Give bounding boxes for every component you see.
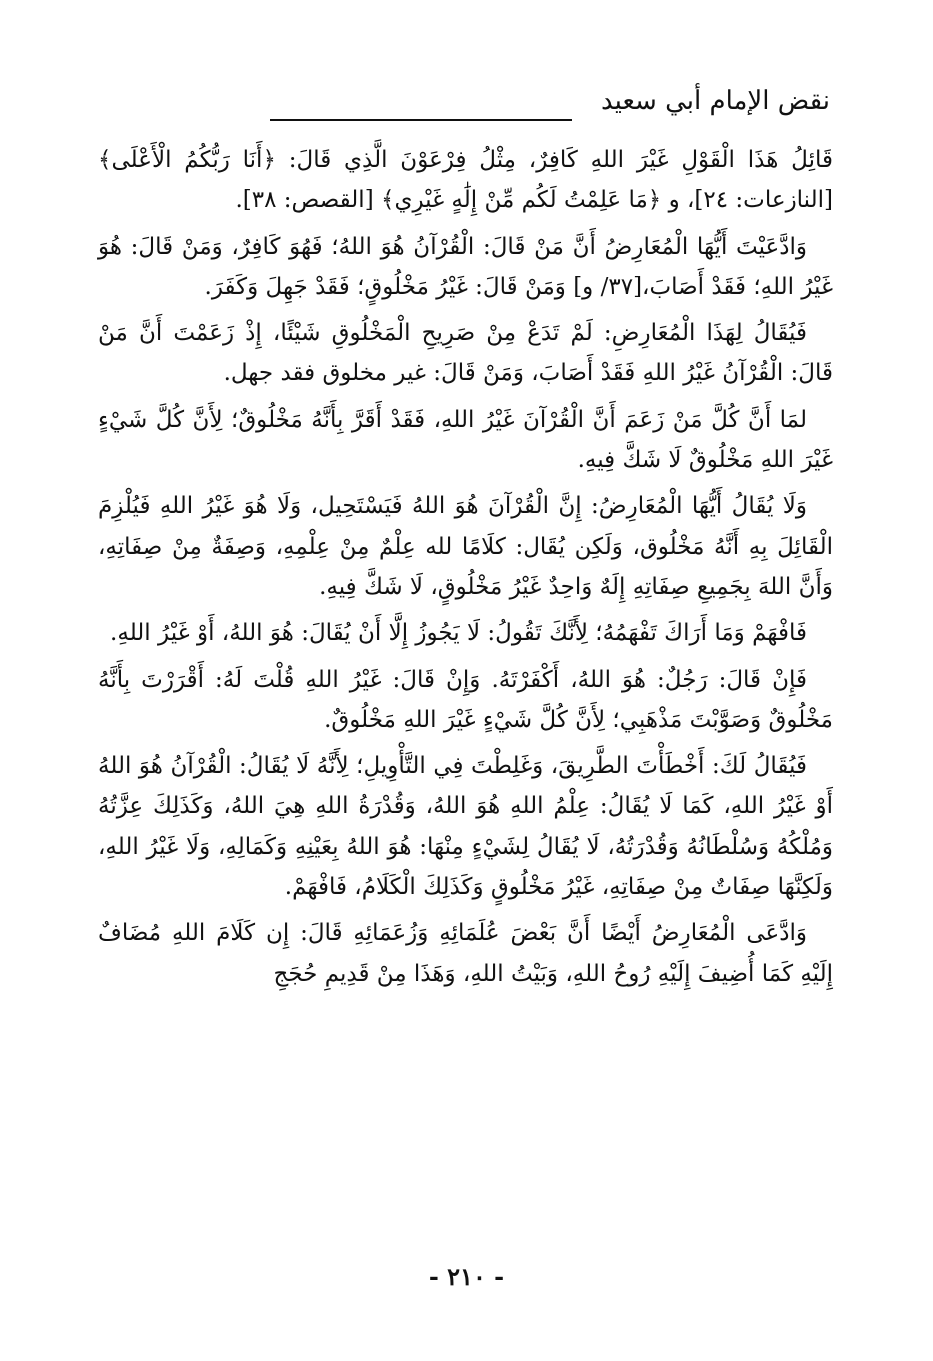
paragraph: قَائِلُ هَذَا الْقَوْلِ غَيْرَ اللهِ كَافِرٌ، مِثْلُ فِرْعَوْنَ الَّذِي قَالَ: ﴿أَنَا رَبُّكُمُ الْأَعْلَى﴾ [النازعات: ٢٤]، و ﴿مَا عَلِمْتُ لَكُم مِّنْ إِلَٰهٍ غَيْرِي﴾ [القصص: ٣٨]. xyxy=(98,147,833,214)
paragraph: لمَا أَنَّ كُلَّ مَنْ زَعَمَ أَنَّ الْقُرْآنَ غَيْرُ اللهِ، فَقَدْ أَقَرَّ بِأَنَّهُ مَخْلُوقٌ؛ لِأَنَّ كُلَّ شَيْءٍ غَيْرَ اللهِ مَخْلُوقٌ لَا شَكَّ فِيهِ. xyxy=(98,406,833,474)
paragraph: فَيُقَالُ لَكَ: أَخْطَأْتَ الطَّرِيقَ، وَغَلِطْتَ فِي التَّأْوِيلِ؛ لِأَنَّهُ لَا يُقَالُ: الْقُرْآنُ هُوَ اللهُ أَوْ غَيْرُ اللهِ، كَمَا لَا يُقَالُ: عِلْمُ اللهِ هُوَ اللهُ، وَقُدْرَةُ اللهِ هِيَ اللهُ، وَكَذَلِكَ عِزَّتُهُ وَمُلْكُهُ وَسُلْطَانُهُ وَقُدْرَتُهُ، لَا يُقَالُ لِشَيْءٍ مِنْهَا: هُوَ اللهُ بِعَيْنِهِ وَكَمَالِهِ، وَلَا غَيْرُ اللهِ، وَلَكِنَّهَا صِفَاتٌ مِنْ صِفَاتِهِ، غَيْرُ مَخْلُوقٍ وَكَذَلِكَ الْكَلَامُ، فَافْهَمْ. xyxy=(98,753,833,901)
paragraph: وَلَا يُقَالُ أَيُّهَا الْمُعَارِضُ: إِنَّ الْقُرْآنَ هُوَ اللهُ فَيَسْتَحِيل، وَلَا هُوَ غَيْرُ اللهِ فَيُلْزِمَ الْقَائِلَ بِهِ أَنَّهُ مَخْلُوق، وَلَكِن يُقَال: كلَامًا لله عِلْمٌ مِنْ عِلْمِهِ، وَصِفَةٌ مِنْ صِفَاتِهِ، وَأَنَّ اللهَ بِجَمِيعِ صِفَاتِهِ إِلَهٌ وَاحِدٌ غَيْرُ مَخْلُوقٍ، لَا شَكَّ فِيهِ. xyxy=(98,493,833,600)
paragraph: فَإِنْ قَالَ: رَجُلٌ: هُوَ اللهُ، أَكْفَرْتَهُ. وَإِنْ قَالَ: غَيْرُ اللهِ قُلْتَ لَهُ: أَقْرَرْتَ بِأَنَّهُ مَخْلُوقٌ وَصَوَّبْتَ مَذْهَبِي؛ لِأَنَّ كُلَّ شَيْءٍ غَيْرَ اللهِ مَخْلُوقٌ. xyxy=(98,666,833,733)
body-text xyxy=(98,140,833,1000)
paragraph: فَيُقَالُ لِهَذَا الْمُعَارِضِ: لَمْ تَدَعْ مِنْ صَرِيحِ الْمَخْلُوقِ شَيْئًا، إِذْ زَعَمْتَ أَنَّ مَنْ قَالَ: الْقُرْآنُ غَيْرُ اللهِ فَقَدْ أَصَابَ، وَمَنْ قَالَ: غير مخلوق فقد جهل. xyxy=(98,320,833,387)
running-header xyxy=(270,84,830,124)
header-rule xyxy=(270,119,572,121)
paragraph: وَادَّعَيْتَ أَيُّهَا الْمُعَارِضُ أَنَّ مَنْ قَالَ: الْقُرْآنُ هُوَ اللهُ؛ فَهُوَ كَافِرٌ، وَمَنْ قَالَ: هُوَ غَيْرُ اللهِ؛ فَقَدْ أَصَابَ،[٣٧/ و] وَمَنْ قَالَ: غَيْرُ مَخْلُوقٍ؛ فَقَدْ جَهِلَ وَكَفَرَ. xyxy=(98,233,833,300)
header-title: نقض الإمام أبي سعيد xyxy=(601,86,830,116)
paragraph: فَافْهَمْ وَمَا أَرَاكَ تَفْهَمُهُ؛ لِأَنَّكَ تَقُولُ: لَا يَجُوزُ إِلَّا أَنْ يُقَالَ: هُوَ اللهُ، أَوْ غَيْرُ اللهِ. xyxy=(110,620,807,647)
page-number: - ٢١٠ - xyxy=(428,1262,505,1291)
paragraph: وَادَّعَى الْمُعَارِضُ أَيْضًا أَنَّ بَعْضَ عُلَمَائِهِ وَزُعَمَائِهِ قَالَ: إِن كَلَامَ اللهِ مُضَافٌ إِلَيْهِ كَمَا أُضِيفَ إِلَيْهِ رُوحُ اللهِ، وَبَيْتُ اللهِ، وَهَذَا مِنْ قَدِيمِ حُجَجِ xyxy=(98,920,833,987)
